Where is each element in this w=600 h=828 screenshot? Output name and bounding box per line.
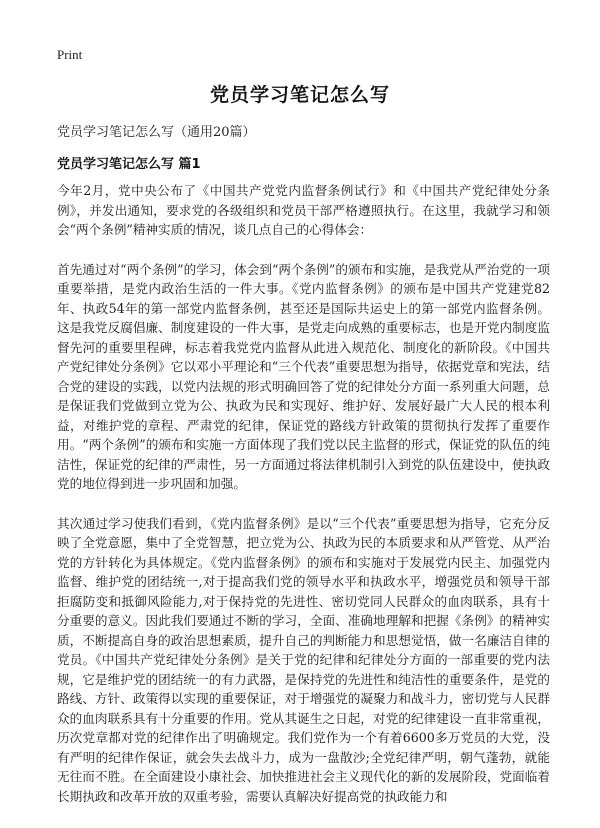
paragraph-first-point: 首先通过对“两个条例”的学习，体会到“两个条例”的颁布和实施，是我党从严治党的一项重要举措，是党内政治生活的一件大事。《党内监督条例》的颁布是中国共产党建党82年、执政54年的第一部党内监督条例，甚至还是国际共运史上的第一部党内监督条例。这是我党反腐倡廉、制度建设的一件大事，是党走向成熟的重要标志，也是开党内制度监督先河的重要里程碑，标志着我党党内监督从此进入规范化、制度化的新阶段。《中国共产党纪律处分条例》它以邓小平理论和“三个代表”重要思想为指导，依据党章和宪法，结合党的建设的实践，以党内法规的形式明确回答了党的纪律处分方面一系列重大问题，总是保证我们党做到立党为公、执政为民和实现好、维护好、发展好最广大人民的根本利益，对维护党的章程、严肃党的纪律，保证党的路线方针政策的贯彻执行发挥了重要作用。“两个条例”的颁布和实施一方面体现了我们党以民主监督的形式，保证党的队伍的纯洁性，保证党的纪律的严肃性，另一方面通过将法律机制引入到党的队伍建设中，使执政党的地位得到进一步巩固和加强。 (57, 261, 550, 491)
section-heading: 党员学习笔记怎么写 篇1 (57, 157, 201, 172)
document-body (57, 181, 550, 826)
paragraph-intro: 今年2月，党中央公布了《中国共产党党内监督条例试行》和《中国共产党纪律处分条例》，并发出通知，要求党的各级组织和党员干部严格遵照执行。在这里，我就学习和领会“两个条例”精神实质的情况，谈几点自己的心得体会： (57, 183, 550, 237)
print-label: Print (57, 47, 83, 62)
paragraph-second-point: 其次通过学习使我们看到，《党内监督条例》是以“三个代表”重要思想为指导，它充分反映了全党意愿，集中了全党智慧，把立党为公、执政为民的本质要求和从严管党、从严治党的方针转化为具体规定。《党内监督条例》的颁布和实施对于发展党内民主、加强党内监督、维护党的团结统一,对于提高我们党的领导水平和执政水平，增强党员和领导干部拒腐防变和抵御风险能力,对于保持党的先进性、密切党同人民群众的血肉联系，具有十分重要的意义。因此我们要通过不断的学习，全面、准确地理解和把握《条例》的精神实质，不断提高自身的政治思想素质，提升自己的判断能力和思想觉悟，做一名廉洁自律的党员。《中国共产党纪律处分条例》是关于党的纪律和纪律处分方面的一部重要的党内法规，它是维护党的团结统一的有力武器，是保持党的先进性和纯洁性的重要条件，是党的路线、方针、政策得以实现的重要保证，对于增强党的凝聚力和战斗力，密切党与人民群众的血肉联系具有十分重要的作用。党从其诞生之日起，对党的纪律建设一直非常重视，历次党章都对党的纪律作出了明确规定。我们党作为一个有着6600多万党员的大党，没有严明的纪律作保证，就会失去战斗力，成为一盘散沙;全党纪律严明，朝气蓬勃，就能无往而不胜。在全面建设小康社会、加快推进社会主义现代化的新的发展阶段，党面临着长期执政和改革开放的双重考验，需要认真解决好提高党的执政能力和 (57, 515, 550, 804)
document-subtitle: 党员学习笔记怎么写（通用20篇） (57, 125, 256, 140)
document-title: 党员学习笔记怎么写 (209, 84, 390, 106)
